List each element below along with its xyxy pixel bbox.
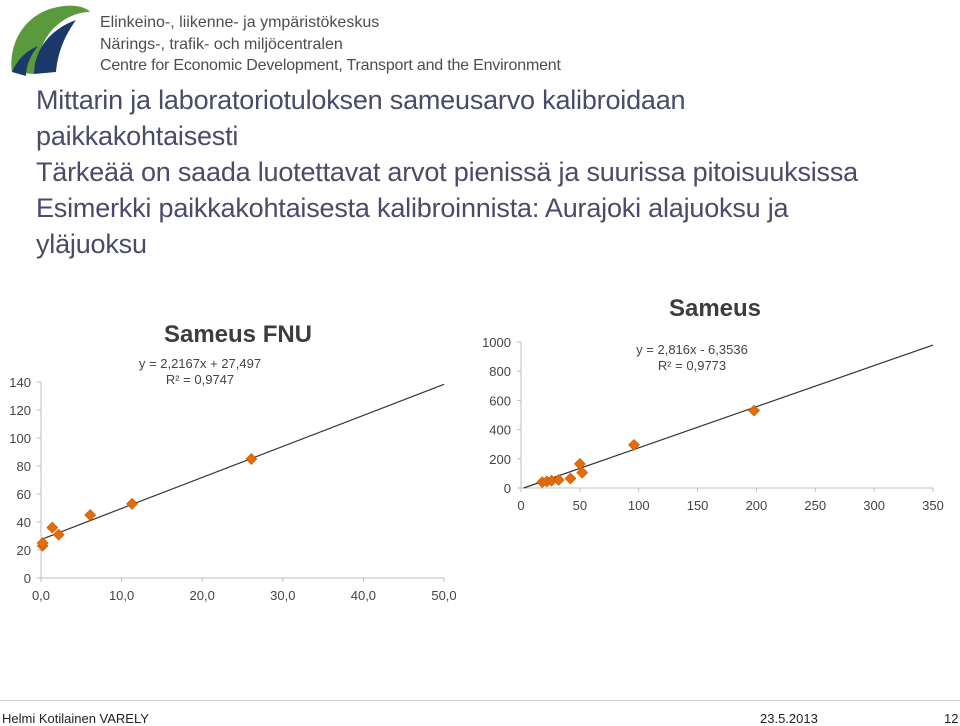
trendline	[41, 384, 444, 539]
x-tick-label: 10,0	[108, 588, 135, 603]
footer-author: Helmi Kotilainen VARELY	[2, 711, 149, 726]
ely-leaf-logo-icon	[4, 2, 92, 80]
x-tick-label: 200	[745, 498, 768, 513]
x-tick-label: 20,0	[189, 588, 215, 603]
y-tick-label: 0	[23, 571, 31, 586]
body-line-4: Esimerkki paikkakohtaisesta kalibroinnista: Aurajoki alajuoksu ja	[36, 193, 789, 223]
x-tick-label: 350	[922, 498, 944, 513]
organization-name	[100, 12, 561, 77]
y-tick-label: 140	[9, 375, 31, 390]
chart-sameus	[470, 290, 960, 530]
body-line-1: Mittarin ja laboratoriotuloksen sameusarvo kalibroidaan	[36, 85, 686, 115]
y-tick-label: 40	[16, 515, 31, 530]
x-tick-label: 30,0	[270, 588, 296, 603]
y-tick-label: 0	[503, 481, 511, 496]
y-tick-label: 120	[9, 403, 31, 418]
y-tick-label: 60	[16, 487, 31, 502]
x-tick-label: 50,0	[431, 588, 457, 603]
trendline-equation: y = 2,816x - 6,3536	[636, 342, 748, 357]
data-point	[246, 454, 257, 465]
y-tick-label: 600	[489, 393, 511, 409]
slide-footer	[0, 700, 960, 726]
y-tick-label: 800	[489, 364, 511, 380]
body-line-5: yläjuoksu	[36, 229, 147, 259]
chart-title: Sameus FNU	[163, 321, 313, 348]
org-name-fi: Elinkeino-, liikenne- ja ympäristökeskus	[100, 14, 380, 31]
y-tick-label: 200	[489, 451, 511, 467]
data-point	[565, 473, 576, 484]
x-tick-label: 250	[804, 498, 827, 513]
footer-page-number: 12	[944, 711, 959, 726]
trendline	[524, 345, 933, 488]
y-tick-label: 100	[9, 431, 31, 446]
trendline-equation: y = 2,2167x + 27,497	[138, 356, 262, 371]
footer-date: 23.5.2013	[760, 711, 818, 726]
slide-header	[0, 0, 960, 80]
body-line-2: paikkakohtaisesti	[36, 121, 239, 151]
body-line-3: Tärkeää on saada luotettavat arvot pienissä ja suurissa pitoisuuksissa	[36, 157, 858, 187]
x-tick-label: 50	[572, 498, 588, 513]
data-point	[127, 498, 138, 509]
x-tick-label: 0	[517, 498, 525, 513]
y-tick-label: 20	[16, 543, 31, 558]
x-tick-label: 300	[863, 498, 885, 513]
trendline-r-squared: R² = 0,9773	[657, 358, 727, 373]
data-point	[574, 458, 585, 469]
x-tick-label: 150	[686, 498, 709, 513]
y-tick-label: 1000	[482, 335, 511, 350]
org-name-en: Centre for Economic Development, Transport and the Environment	[100, 57, 561, 74]
data-point	[629, 439, 640, 450]
chart-title: Sameus	[668, 295, 762, 322]
chart-sameus-fnu	[0, 310, 470, 610]
x-tick-label: 100	[627, 498, 650, 513]
org-name-sv: Närings-, trafik- och miljöcentralen	[100, 35, 343, 53]
x-tick-label: 0,0	[31, 588, 51, 603]
data-point	[553, 474, 564, 485]
y-tick-label: 80	[16, 459, 31, 474]
trendline-r-squared: R² = 0,9747	[165, 372, 235, 387]
slide-body-text	[36, 82, 956, 262]
y-tick-label: 400	[489, 422, 511, 438]
x-tick-label: 40,0	[350, 588, 377, 603]
